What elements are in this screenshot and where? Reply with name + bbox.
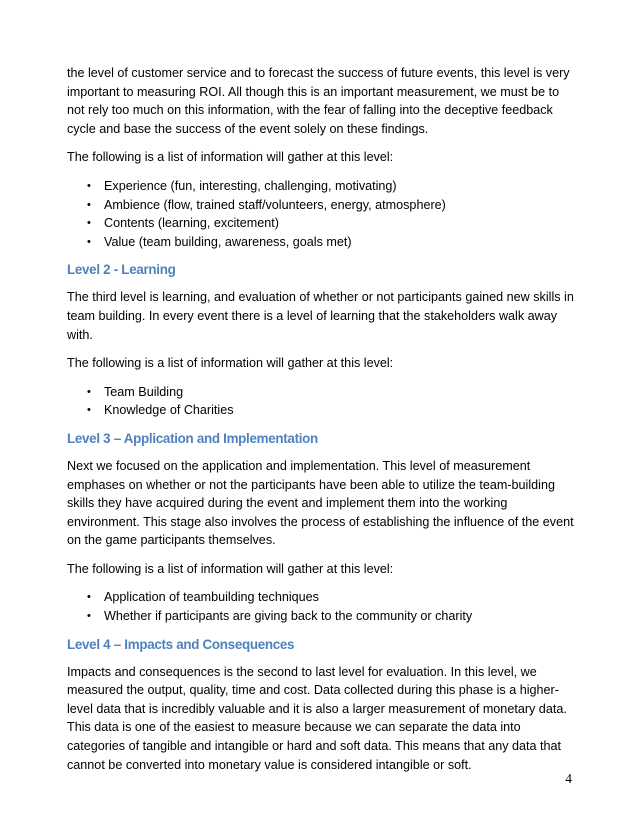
list-item: • Contents (learning, excitement) bbox=[87, 214, 577, 233]
level3-list-intro: The following is a list of information will gather at this level: bbox=[67, 561, 394, 576]
list-item: • Ambience (flow, trained staff/volunteers, energy, atmosphere) bbox=[87, 196, 577, 215]
page-body bbox=[67, 64, 577, 784]
bullet-icon: • bbox=[87, 385, 91, 398]
bullet-icon: • bbox=[87, 610, 91, 623]
level3-heading: Level 3 – Application and Implementation bbox=[67, 430, 318, 446]
bullet-icon: • bbox=[87, 198, 91, 211]
list-item: • Value (team building, awareness, goals met) bbox=[87, 233, 577, 252]
bullet-icon: • bbox=[87, 217, 91, 230]
list-item: • Whether if participants are giving back to the community or charity bbox=[87, 607, 577, 626]
bullet-icon: • bbox=[87, 235, 91, 248]
list-item: • Team Building bbox=[87, 383, 577, 402]
level2-bullet-list bbox=[67, 383, 577, 420]
level3-bullet-list bbox=[67, 588, 577, 625]
level4-heading: Level 4 – Impacts and Consequences bbox=[67, 636, 295, 652]
intro-paragraph: the level of customer service and to forecast the success of future events, this level is very important to measuring ROI. All though this is an important measurement, we must be to not rely too much on this information, with the fear of falling into the deceptive feedback cycle and base the success of the event solely on these findings. bbox=[67, 66, 570, 136]
level1-bullet-list bbox=[67, 177, 577, 251]
level2-paragraph: The third level is learning, and evaluation of whether or not participants gained new skills in team building. In every event there is a level of learning that the stakeholders walk away with. bbox=[67, 290, 574, 342]
level4-paragraph: Impacts and consequences is the second to last level for evaluation. In this level, we measured the output, quality, time and cost. Data collected during this phase is a higher-level data that is incredibly valuable and it is also a larger measurement of monetary data. This data is one of the easiest to measure because we can separate the data into categories of tangible and intangible or hard and soft data. This means that any data that cannot be converted into monetary value is considered intangible or soft. bbox=[67, 664, 567, 772]
bullet-icon: • bbox=[87, 404, 91, 417]
list-item: • Application of teambuilding techniques bbox=[87, 588, 577, 607]
bullet-icon: • bbox=[87, 591, 91, 604]
level2-list-intro: The following is a list of information will gather at this level: bbox=[67, 356, 394, 371]
level2-heading: Level 2 - Learning bbox=[67, 262, 176, 278]
list-item: • Knowledge of Charities bbox=[87, 401, 577, 420]
page-number: 4 bbox=[565, 771, 572, 786]
list-item: • Experience (fun, interesting, challenging, motivating) bbox=[87, 177, 577, 196]
level3-paragraph: Next we focused on the application and implementation. This level of measurement emphases on whether or not the participants have been able to utilize the team-building skills they have acquired during the event and implement them into the working environment. This stage also involves the process of establishing the influence of the event on the game participants themselves. bbox=[67, 458, 574, 548]
level1-list-intro: The following is a list of information will gather at this level: bbox=[67, 150, 394, 165]
bullet-icon: • bbox=[87, 179, 91, 192]
